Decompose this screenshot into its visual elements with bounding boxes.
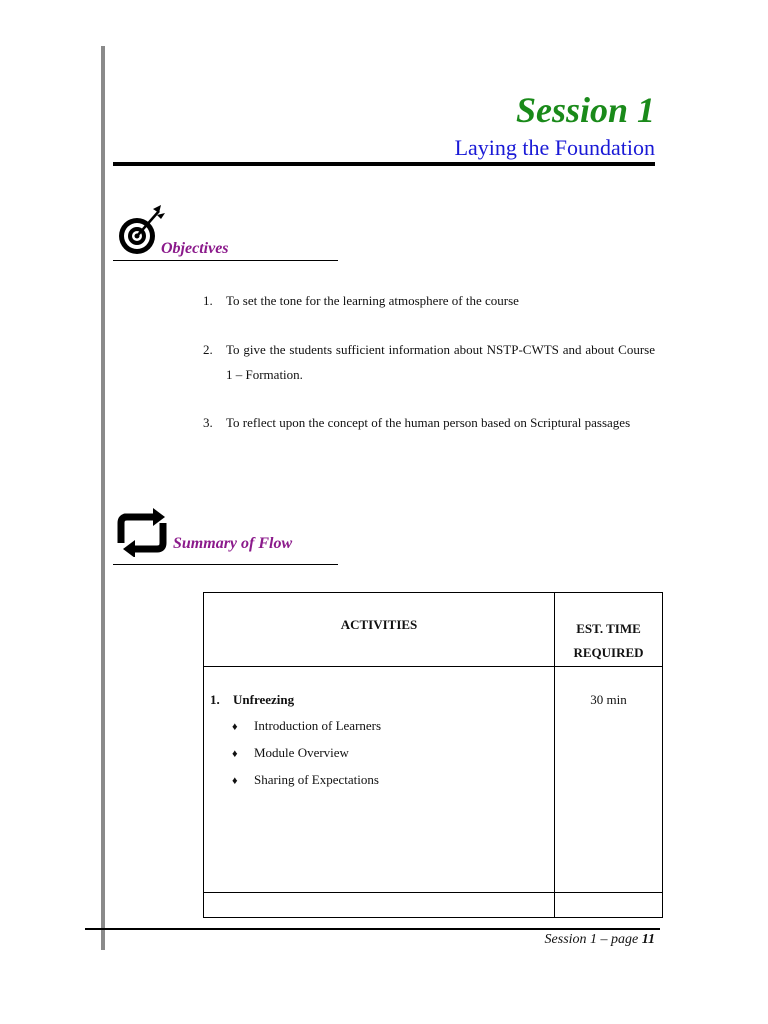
session-title: Session 1 [515,90,655,130]
objectives-heading: Objectives [161,240,229,257]
objective-text: To give the students sufficient information about NSTP-CWTS and about Course 1 – Formation. [226,342,655,382]
activity-item-text: Module Overview [254,745,349,760]
title-rule [113,162,655,166]
time-header: EST. TIME REQUIRED [573,621,644,660]
activity-item-text: Sharing of Expectations [254,772,379,787]
page-footer [545,932,655,948]
activity-item [232,767,381,794]
activity-number: 1. [210,692,220,707]
activity-item [232,740,381,767]
activity-items [232,713,381,794]
activity-item [232,713,381,740]
diamond-bullet-icon: ♦ [232,721,238,733]
page-number: 11 [641,932,655,947]
objective-item [203,410,655,435]
objective-text: To set the tone for the learning atmosphere of the course [226,293,519,308]
target-icon [117,203,167,258]
objective-number: 3. [203,415,213,430]
objective-item [203,288,655,313]
session-subtitle: Laying the Foundation [454,135,655,160]
flow-table [203,592,663,918]
activity-title [210,692,294,708]
footer-rule [85,928,660,930]
objectives-list [203,288,655,435]
activity-item-text: Introduction of Learners [254,718,382,733]
objective-number: 2. [203,342,213,357]
summary-heading: Summary of Flow [173,535,293,552]
activities-header: ACTIVITIES [340,617,418,632]
summary-rule [113,564,338,565]
diamond-bullet-icon: ♦ [232,775,238,787]
activity-title-text: Unfreezing [233,692,295,707]
objective-text: To reflect upon the concept of the human person based on Scriptural passages [226,415,631,430]
objectives-rule [113,260,338,261]
table-row-divider [204,892,662,893]
objective-item [203,337,655,387]
cycle-arrows-icon [115,505,173,557]
left-margin-rule [101,46,105,950]
objective-number: 1. [203,293,213,308]
table-header-divider [204,666,662,667]
diamond-bullet-icon: ♦ [232,748,238,760]
activity-time: 30 min [590,692,627,707]
footer-label: Session 1 – page [544,932,639,947]
